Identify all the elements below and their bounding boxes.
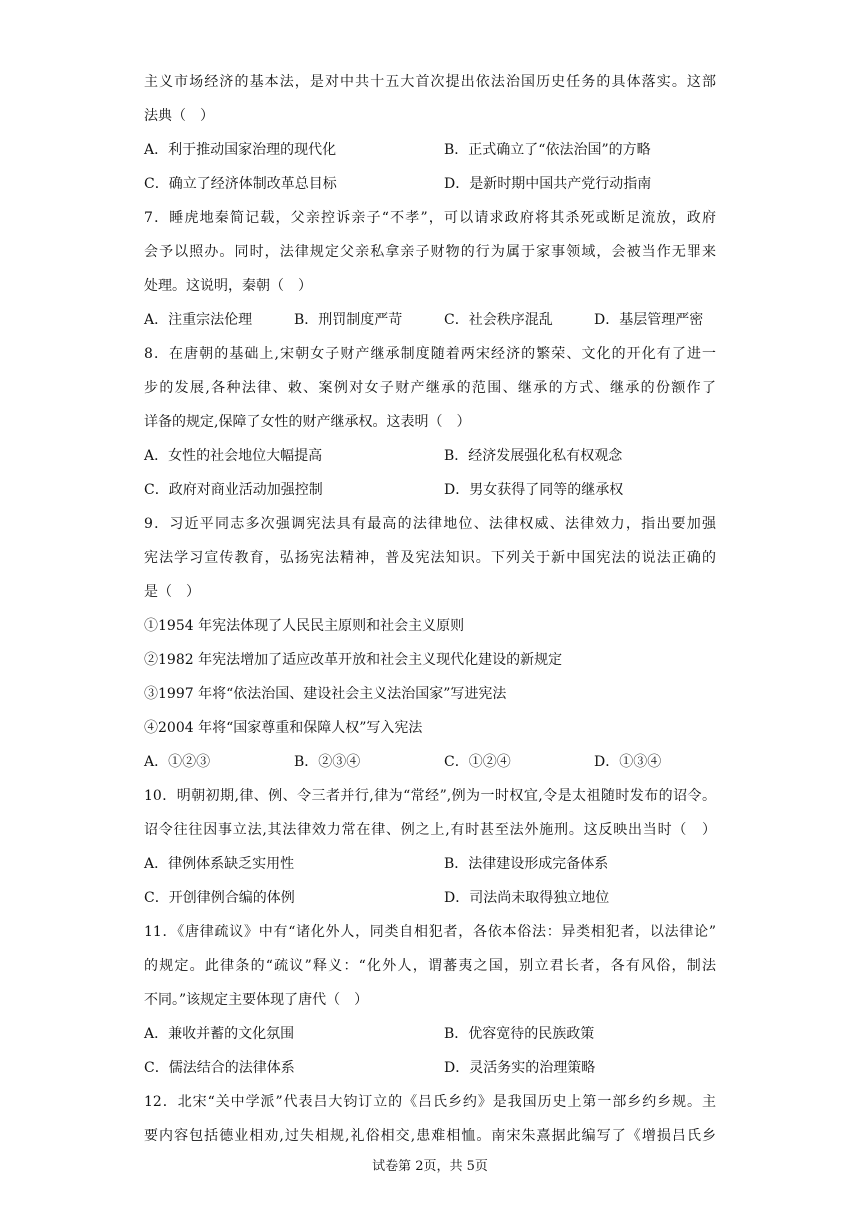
q7-option-a[interactable]: A．注重宗法伦理 — [144, 312, 253, 328]
q12-stem-line-2: 要内容包括德业相劝,过失相规,礼俗相交,患难相恤。南宋朱熹据此编写了《增损吕氏乡 — [144, 1128, 716, 1144]
q6-option-c[interactable]: C．确立了经济体制改革总目标 — [144, 176, 337, 192]
q6-option-a[interactable]: A．利于推动国家治理的现代化 — [144, 142, 337, 158]
q9-stem-line-1: 9．习近平同志多次强调宪法具有最高的法律地位、法律权威、法律效力，指出要加强 — [144, 516, 716, 532]
q7-stem-line-3: 处理。这说明，秦朝（ ） — [144, 278, 312, 294]
page-footer: 试卷第 2页，共 5页 — [372, 1159, 488, 1174]
q6-stem-line-2: 法典（ ） — [144, 108, 214, 124]
q11-option-c[interactable]: C．儒法结合的法律体系 — [144, 1060, 295, 1076]
q7-stem-line-2: 会予以照办。同时，法律规定父亲私拿亲子财物的行为属于家事领域，会被当作无罪来 — [144, 244, 716, 260]
q7-option-d[interactable]: D．基层管理严密 — [594, 312, 704, 328]
q8-option-b[interactable]: B．经济发展强化私有权观念 — [444, 448, 623, 464]
q9-option-b[interactable]: B．②③④ — [294, 754, 361, 770]
q11-stem-line-2: 的规定。此律条的“疏议”释义：“化外人，谓蕃夷之国，别立君长者，各有风俗，制法 — [144, 958, 716, 974]
q9-option-a[interactable]: A．①②③ — [144, 754, 211, 770]
q7-option-b[interactable]: B．刑罚制度严苛 — [294, 312, 403, 328]
q11-stem-line-1: 11．《唐律疏议》中有“诸化外人，同类自相犯者，各依本俗法：异类相犯者，以法律论” — [144, 924, 716, 940]
q10-option-d[interactable]: D．司法尚未取得独立地位 — [444, 890, 610, 906]
q12-stem-line-1: 12．北宋“关中学派”代表吕大钧订立的《吕氏乡约》是我国历史上第一部乡约乡规。主 — [144, 1094, 716, 1110]
q8-option-c[interactable]: C．政府对商业活动加强控制 — [144, 482, 323, 498]
q9-item-3: ③1997 年将“依法治国、建设社会主义法治国家”写进宪法 — [144, 686, 507, 702]
q6-option-d[interactable]: D．是新时期中国共产党行动指南 — [444, 176, 652, 192]
q7-option-c[interactable]: C．社会秩序混乱 — [444, 312, 553, 328]
q9-option-d[interactable]: D．①③④ — [594, 754, 662, 770]
q9-stem-line-3: 是（ ） — [144, 584, 200, 600]
q6-option-b[interactable]: B．正式确立了“依法治国”的方略 — [444, 142, 651, 158]
q8-stem-line-2: 步的发展,各种法律、敕、案例对女子财产继承的范围、继承的方式、继承的份额作了 — [144, 380, 716, 396]
q9-item-4: ④2004 年将“国家尊重和保障人权”写入宪法 — [144, 720, 423, 736]
q10-stem-line-2: 诏令往往因事立法,其法律效力常在律、例之上,有时甚至法外施刑。这反映出当时（ ） — [144, 822, 716, 838]
q8-option-a[interactable]: A．女性的社会地位大幅提高 — [144, 448, 323, 464]
q10-option-b[interactable]: B．法律建设形成完备体系 — [444, 856, 609, 872]
q7-stem-line-1: 7．睡虎地秦简记载，父亲控诉亲子“不孝”，可以请求政府将其杀死或断足流放，政府 — [144, 210, 716, 226]
q8-stem-line-3: 详备的规定,保障了女性的财产继承权。这表明（ ） — [144, 414, 471, 430]
q11-stem-line-3: 不同。”该规定主要体现了唐代（ ） — [144, 992, 369, 1008]
q9-option-c[interactable]: C．①②④ — [444, 754, 511, 770]
q11-option-b[interactable]: B．优容宽待的民族政策 — [444, 1026, 595, 1042]
q9-item-2: ②1982 年宪法增加了适应改革开放和社会主义现代化建设的新规定 — [144, 652, 563, 668]
q6-stem-line-1: 主义市场经济的基本法，是对中共十五大首次提出依法治国历史任务的具体落实。这部 — [144, 74, 716, 90]
q11-option-a[interactable]: A．兼收并蓄的文化氛围 — [144, 1026, 295, 1042]
q9-item-1: ①1954 年宪法体现了人民民主原则和社会主义原则 — [144, 618, 465, 634]
q8-option-d[interactable]: D．男女获得了同等的继承权 — [444, 482, 624, 498]
q10-option-c[interactable]: C．开创律例合编的体例 — [144, 890, 295, 906]
q9-stem-line-2: 宪法学习宣传教育，弘扬宪法精神，普及宪法知识。下列关于新中国宪法的说法正确的 — [144, 550, 716, 566]
q10-option-a[interactable]: A．律例体系缺乏实用性 — [144, 856, 295, 872]
q11-option-d[interactable]: D．灵活务实的治理策略 — [444, 1060, 596, 1076]
q8-stem-line-1: 8．在唐朝的基础上,宋朝女子财产继承制度随着两宋经济的繁荣、文化的开化有了进一 — [144, 346, 716, 362]
q10-stem-line-1: 10．明朝初期,律、例、令三者并行,律为“常经”,例为一时权宜,令是太祖随时发布的诏令。 — [144, 788, 716, 804]
